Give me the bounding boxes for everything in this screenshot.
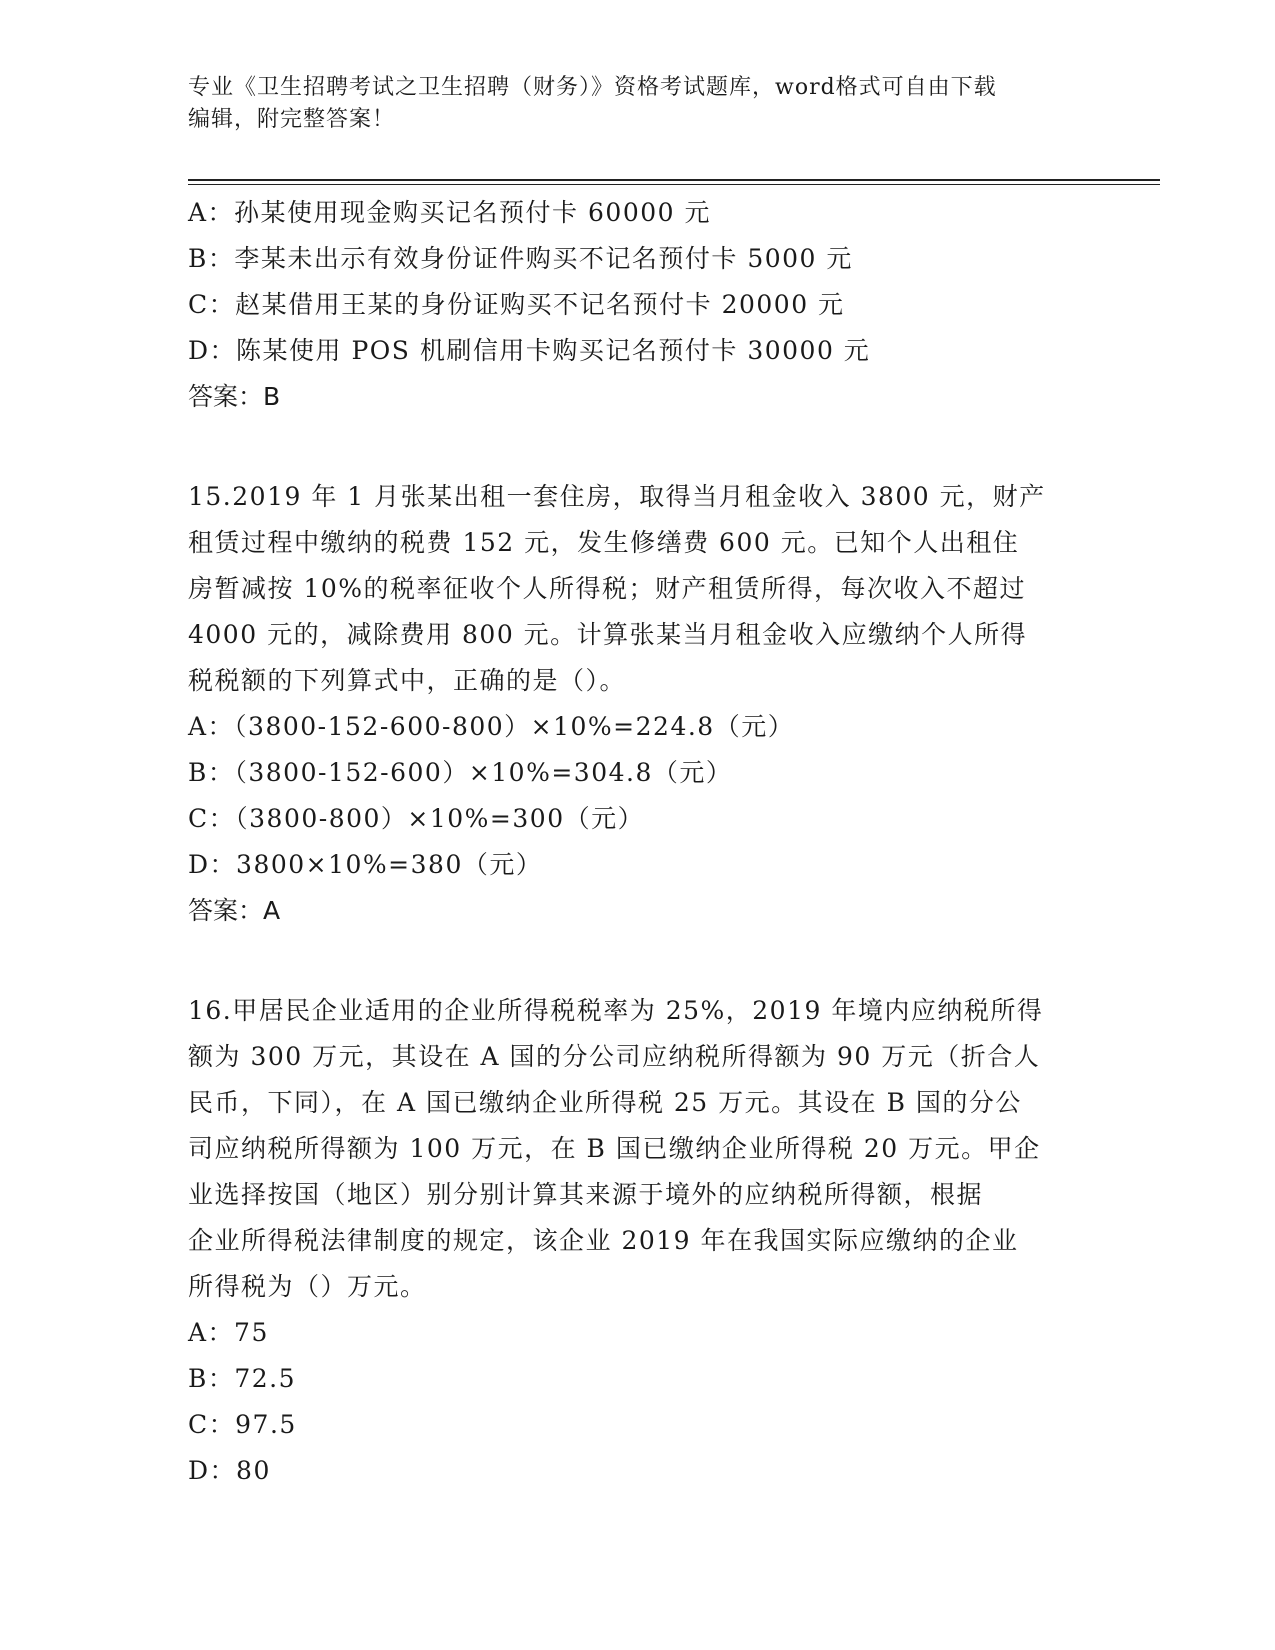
question-line: 房暂减按 10%的税率征收个人所得税；财产租赁所得，每次收入不超过 bbox=[188, 574, 1027, 603]
question-line: 15.2019 年 1 月张某出租一套住房，取得当月租金收入 3800 元，财产 bbox=[188, 482, 1046, 511]
header-divider-thin bbox=[188, 184, 1160, 185]
question-15-block bbox=[188, 474, 1088, 934]
question-16-block bbox=[188, 988, 1088, 1494]
header-divider-thick bbox=[188, 179, 1160, 181]
question-line: 所得税为（）万元。 bbox=[188, 1272, 427, 1301]
document-header bbox=[188, 72, 1088, 136]
question-line: 业选择按国（地区）别分别计算其来源于境外的应纳税所得额，根据 bbox=[188, 1180, 984, 1209]
question-15-text bbox=[188, 474, 1088, 704]
spacer bbox=[188, 934, 1088, 988]
question-14-block bbox=[188, 190, 1088, 420]
option-b: B：72.5 bbox=[188, 1364, 297, 1393]
question-line: 4000 元的，减除费用 800 元。计算张某当月租金收入应缴纳个人所得 bbox=[188, 620, 1028, 649]
question-line: 司应纳税所得额为 100 万元，在 B 国已缴纳企业所得税 20 万元。甲企 bbox=[188, 1134, 1041, 1163]
spacer bbox=[188, 420, 1088, 474]
option-b: B：（3800-152-600）×10%=304.8（元） bbox=[188, 758, 733, 787]
option-a: A：75 bbox=[188, 1318, 269, 1347]
question-line: 民币，下同），在 A 国已缴纳企业所得税 25 万元。其设在 B 国的分公 bbox=[188, 1088, 1022, 1117]
option-a: A：（3800-152-600-800）×10%=224.8（元） bbox=[188, 712, 795, 741]
question-line: 企业所得税法律制度的规定，该企业 2019 年在我国实际应缴纳的企业 bbox=[188, 1226, 1019, 1255]
question-line: 税税额的下列算式中，正确的是（）。 bbox=[188, 666, 627, 695]
question-line: 16.甲居民企业适用的企业所得税税率为 25%，2019 年境内应纳税所得 bbox=[188, 996, 1044, 1025]
option-d: D：3800×10%=380（元） bbox=[188, 850, 543, 879]
header-line-2: 编辑，附完整答案！ bbox=[188, 107, 396, 132]
option-c: C：97.5 bbox=[188, 1410, 297, 1439]
document-body bbox=[188, 190, 1088, 1494]
header-line-1: 专业《卫生招聘考试之卫生招聘（财务）》资格考试题库，word格式可自由下载 bbox=[188, 75, 997, 100]
question-line: 租赁过程中缴纳的税费 152 元，发生修缮费 600 元。已知个人出租住 bbox=[188, 528, 1020, 557]
answer-line: 答案：A bbox=[188, 896, 281, 925]
option-d: D：80 bbox=[188, 1456, 271, 1485]
question-16-text bbox=[188, 988, 1088, 1310]
option-c: C：赵某借用王某的身份证购买不记名预付卡 20000 元 bbox=[188, 290, 845, 319]
question-line: 额为 300 万元，其设在 A 国的分公司应纳税所得额为 90 万元（折合人 bbox=[188, 1042, 1041, 1071]
option-b: B：李某未出示有效身份证件购买不记名预付卡 5000 元 bbox=[188, 244, 853, 273]
option-d: D：陈某使用 POS 机刷信用卡购买记名预付卡 30000 元 bbox=[188, 336, 871, 365]
option-c: C：（3800-800）×10%=300（元） bbox=[188, 804, 645, 833]
option-a: A：孙某使用现金购买记名预付卡 60000 元 bbox=[188, 198, 711, 227]
answer-line: 答案：B bbox=[188, 382, 281, 411]
